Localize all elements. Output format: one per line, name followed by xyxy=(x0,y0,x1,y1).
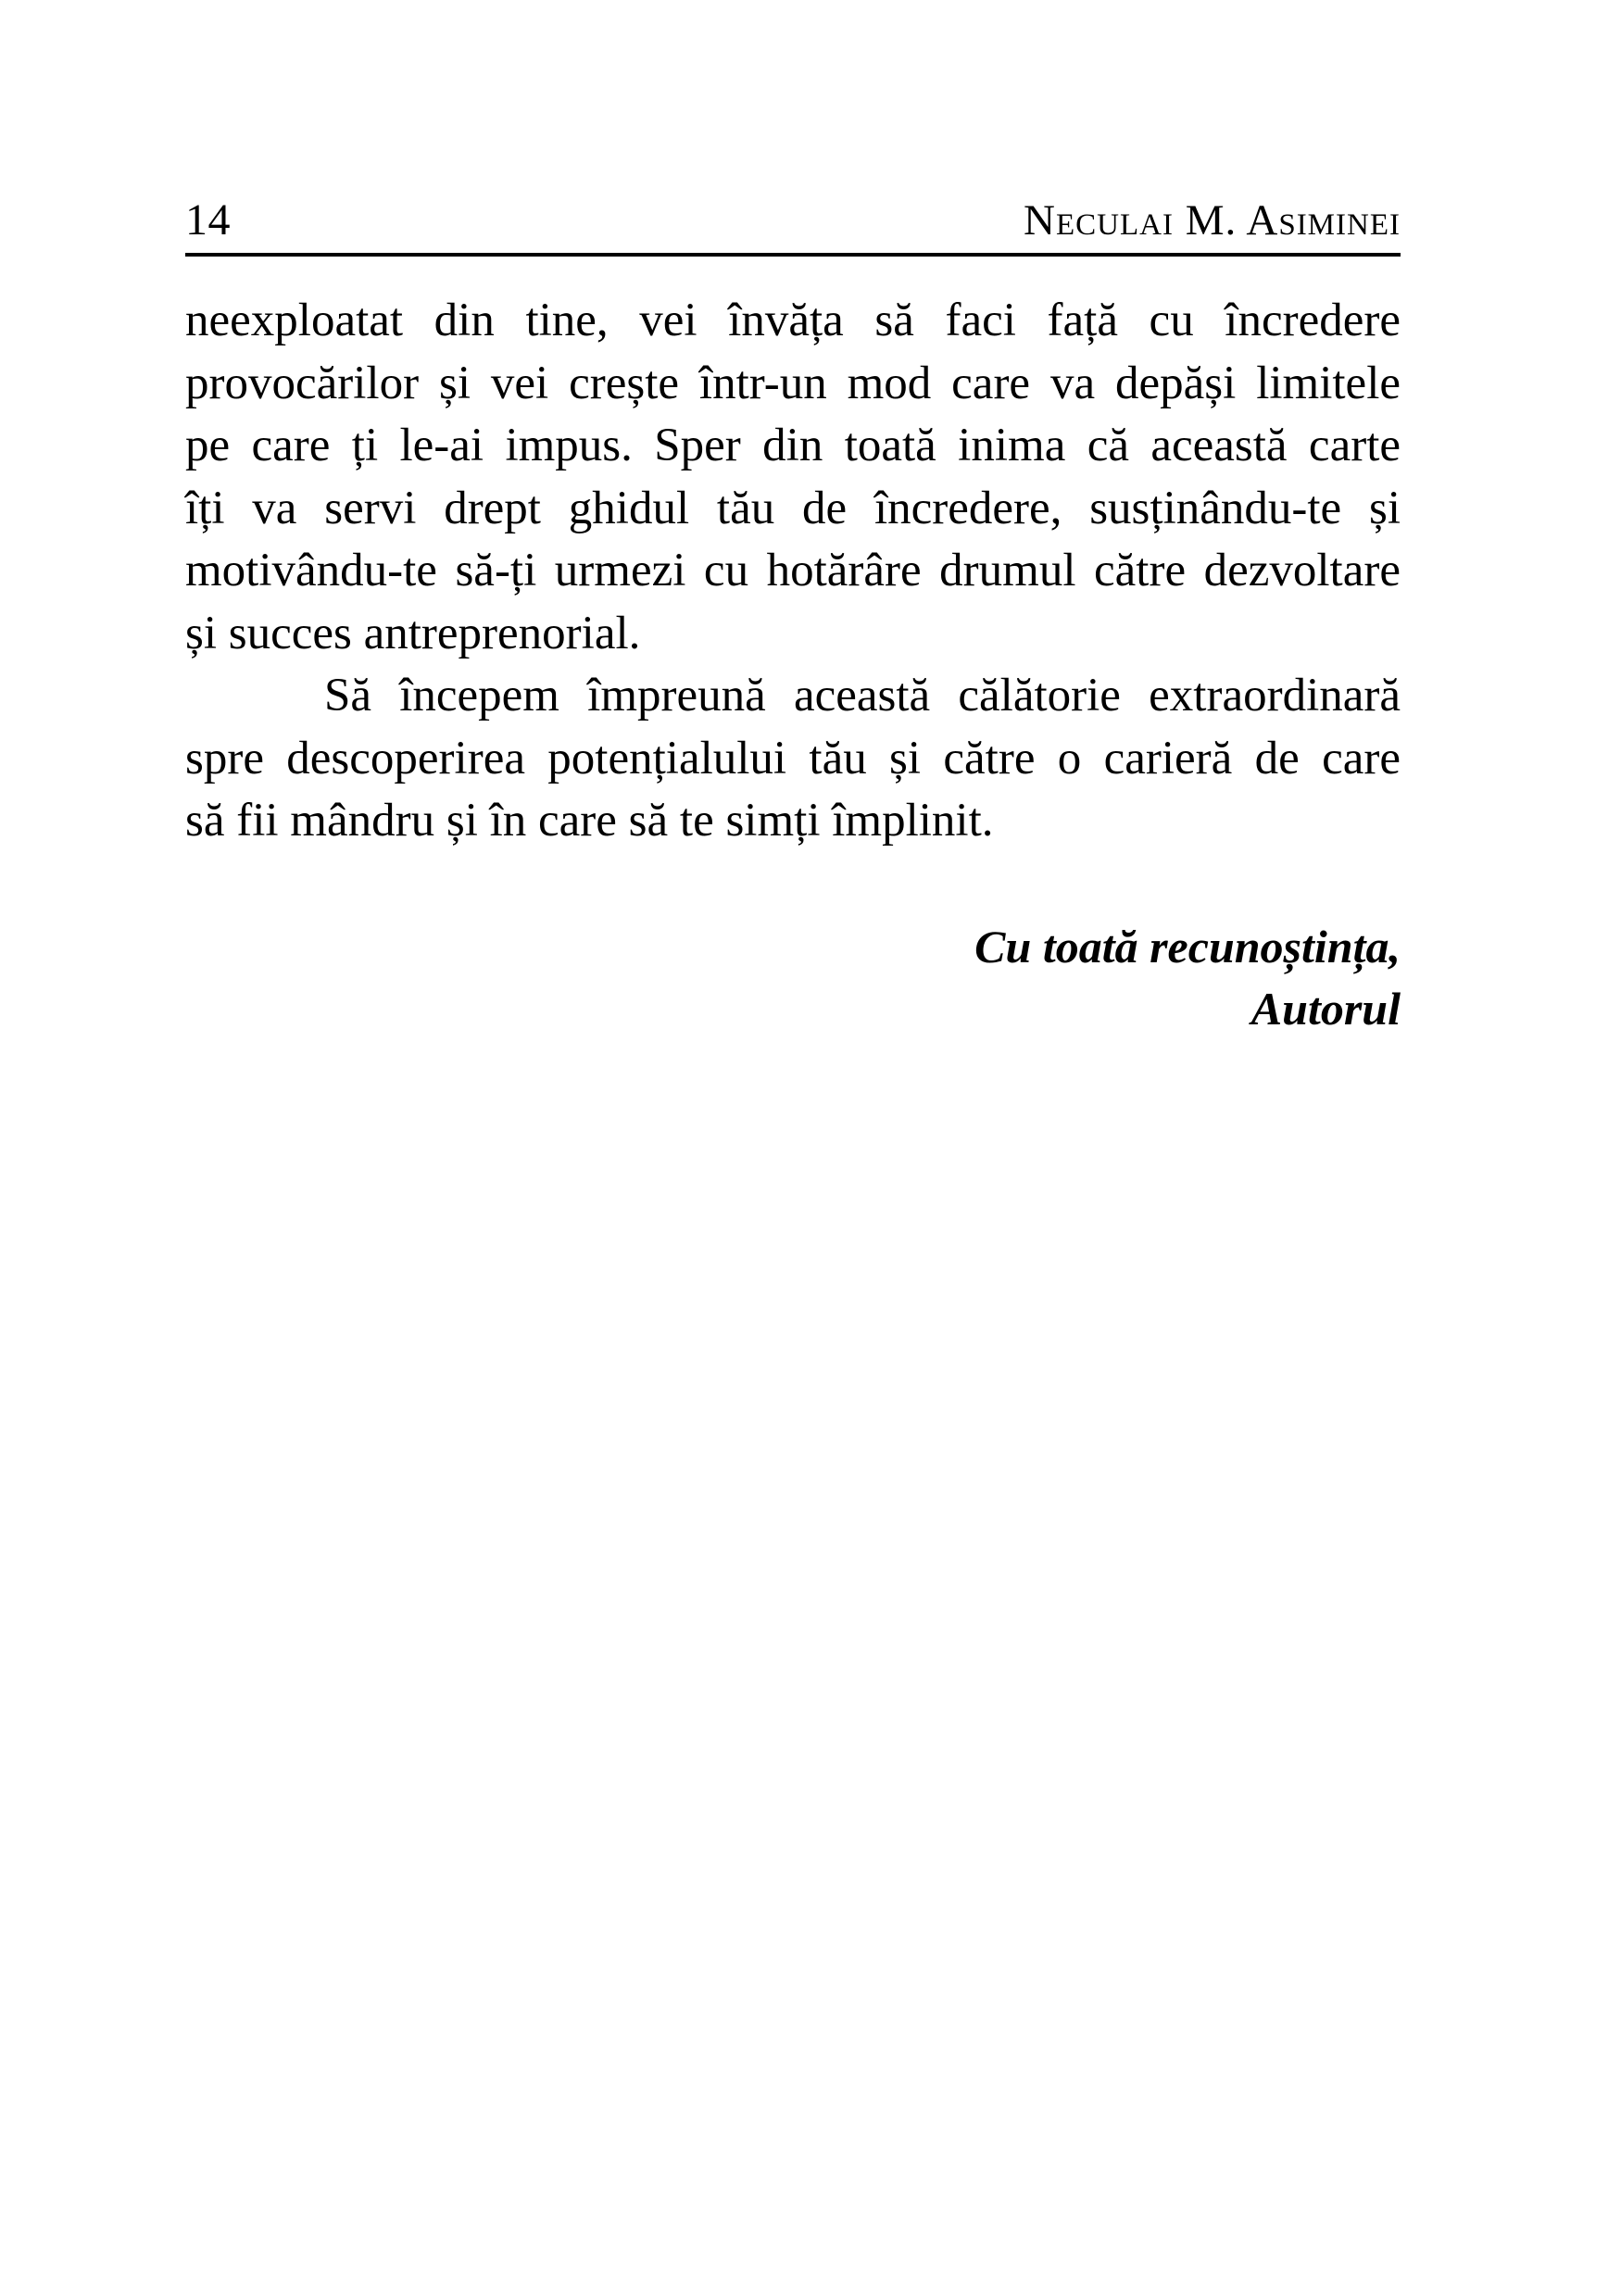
signature-closing: Cu toată recunoștința, xyxy=(974,920,1401,972)
text-line: motivându-te să-ți urmezi cu hotărâre drumul către dezvoltare xyxy=(185,545,1401,596)
text-line: și succes antreprenorial. xyxy=(185,607,641,659)
signature-author: Autorul xyxy=(1250,983,1401,1035)
text-line: neexploatat din tine, vei învăța să faci față cu încredere xyxy=(185,295,1401,346)
text-line: Să începem împreună această călătorie extraordinară xyxy=(324,670,1401,721)
page-number: 14 xyxy=(185,195,231,245)
text-line: pe care ți le-ai impus. Sper din toată inima că această carte xyxy=(185,420,1401,471)
signature-block xyxy=(185,916,1401,1041)
paragraph-2 xyxy=(185,665,1401,853)
header-rule xyxy=(185,253,1401,257)
paragraph-1 xyxy=(185,290,1401,665)
page-content xyxy=(185,0,1401,1041)
text-line: provocărilor și vei crește într-un mod care va depăși limitele xyxy=(185,357,1401,409)
body-text xyxy=(185,290,1401,853)
text-line: spre descoperirea potențialului tău și către o carieră de care xyxy=(185,732,1401,784)
running-header-author: Neculai M. Asiminei xyxy=(1024,196,1401,245)
running-header xyxy=(185,194,1401,253)
text-line: să fii mândru și în care să te simți împlinit. xyxy=(185,795,994,847)
text-line: îți va servi drept ghidul tău de încredere, susținându-te și xyxy=(185,482,1401,534)
